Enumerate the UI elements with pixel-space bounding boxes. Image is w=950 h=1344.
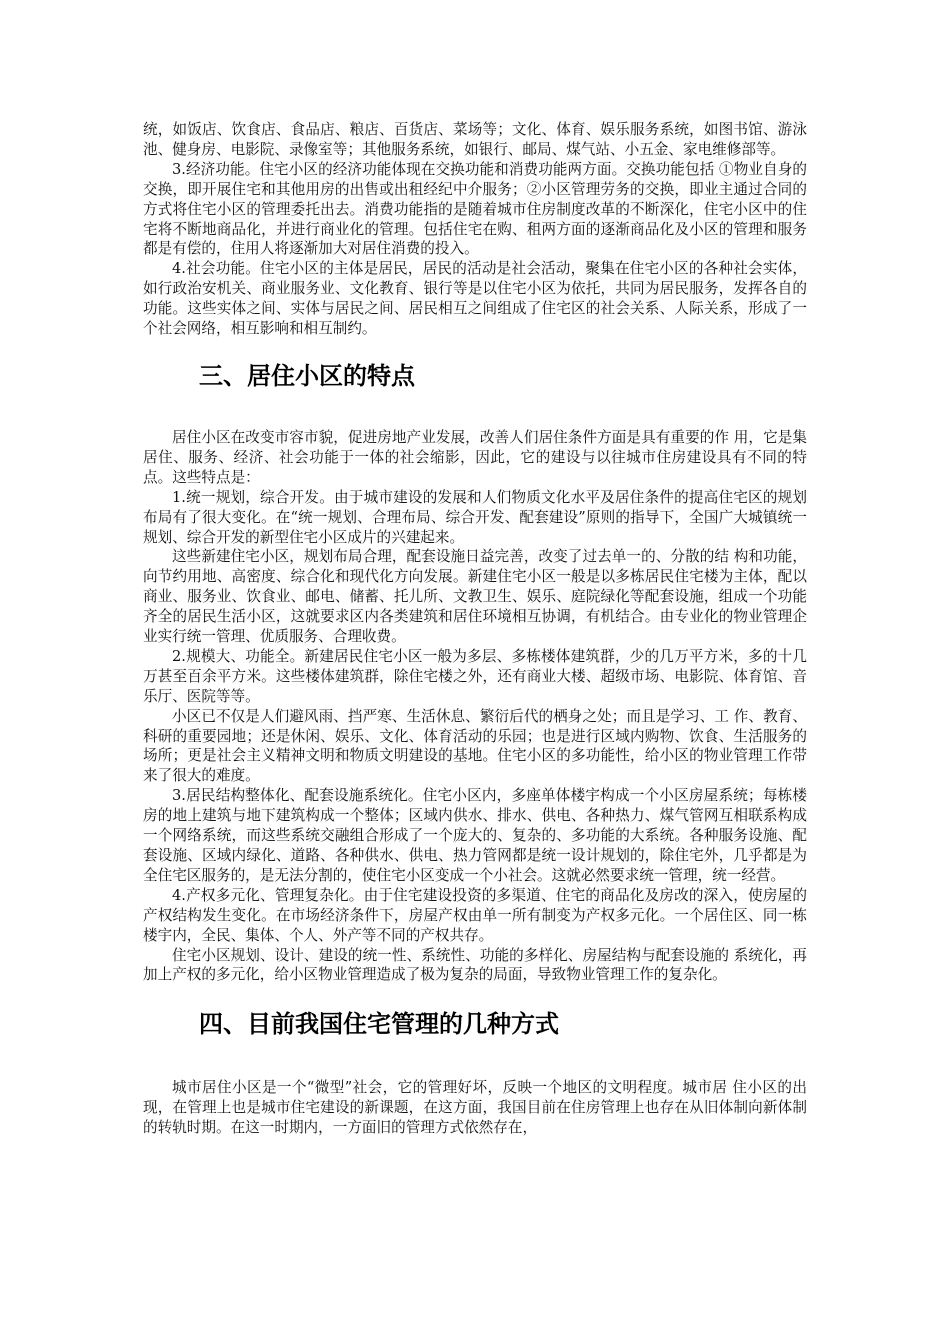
paragraph-s3-item-1-detail: 这些新建住宅小区，规划布局合理，配套设施日益完善，改变了过去单一的、分散的结 构和功能，向节约用地、高密度、综合化和现代化方向发展。新建住宅小区一般是以多栋居民住宅楼为主体，配以商业、服务业、饮食业、邮电、储蓄、托儿所、文教卫生、娱乐、庭院绿化等配套设施，组成一个功能齐全的居民生活小区，这就要求区内各类建筑和居住环境相互协调，有机结合。由专业化的物业管理企业实行统一管理、优质服务、合理收费。 bbox=[143, 548, 807, 646]
paragraph-s3-item-2-detail: 小区已不仅是人们避风雨、挡严寒、生活休息、繁衍后代的栖身之处；而且是学习、工 作、教育、科研的重要园地；还是休闲、娱乐、文化、体育活动的乐园；也是进行区域内购物、饮食、生活服务的场所；更是社会主义精神文明和物质文明建设的基地。住宅小区的多功能性，给小区的物业管理工作带来了很大的难度。 bbox=[143, 707, 807, 785]
paragraph-s3-intro: 居住小区在改变市容市貌，促进房地产业发展，改善人们居住条件方面是具有重要的作 用，它是集居住、服务、经济、社会功能于一体的社会缩影，因此，它的建设与以往城市住房建设具有不同的特点。这些特点是： bbox=[143, 428, 807, 486]
paragraph-s3-item-4: 4.产权多元化、管理复杂化。由于住宅建设投资的多渠道、住宅的商品化及房改的深入，使房屋的产权结构发生变化。在市场经济条件下，房屋产权由单一所有制变为产权多元化。一个居住区、同一栋楼宇内，全民、集体、个人、外产等不同的产权共存。 bbox=[143, 886, 807, 944]
document-body bbox=[143, 120, 807, 1138]
paragraph-social-function: 4.社会功能。住宅小区的主体是居民，居民的活动是社会活动，聚集在住宅小区的各种社会实体，如行政治安机关、商业服务业、文化教育、银行等是以住宅小区为依托，共同为居民服务，发挥各自的功能。这些实体之间、实体与居民之间、居民相互之间组成了住宅区的社会关系、人际关系，形成了一个社会网络，相互影响和相互制约。 bbox=[143, 260, 807, 338]
paragraph-economic-function: 3.经济功能。住宅小区的经济功能体现在交换功能和消费功能两方面。交换功能包括 ①物业自身的交换，即开展住宅和其他用房的出售或出租经纪中介服务；②小区管理劳务的交换，即业主通过合同的方式将住宅小区的管理委托出去。消费功能指的是随着城市住房制度改革的不断深化，住宅小区中的住宅将不断地商品化，并进行商业化的管理。包括住宅在购、租两方面的逐渐商品化及小区的管理和服务都是有偿的，住用人将逐渐加大对居住消费的投入。 bbox=[143, 160, 807, 258]
section-heading-3: 三、居住小区的特点 bbox=[199, 361, 415, 390]
paragraph-s3-conclusion: 住宅小区规划、设计、建设的统一性、系统性、功能的多样化、房屋结构与配套设施的 系统化，再加上产权的多元化，给小区物业管理造成了极为复杂的局面，导致物业管理工作的复杂化。 bbox=[143, 946, 807, 984]
paragraph-s3-item-3: 3.居民结构整体化、配套设施系统化。住宅小区内，多座单体楼宇构成一个小区房屋系统；每栋楼房的地上建筑与地下建筑构成一个整体；区域内供水、排水、供电、各种热力、煤气管网互相联系构成一个网络系统，而这些系统交融组合形成了一个庞大的、复杂的、多功能的大系统。各种服务设施、配套设施、区域内绿化、道路、各种供水、供电、热力管网都是统一设计规划的，除住宅外，几乎都是为全住宅区服务的，是无法分割的，使住宅小区变成一个小社会。这就必然要求统一管理，统一经营。 bbox=[143, 787, 807, 884]
paragraph-service-systems: 统，如饭店、饮食店、食品店、粮店、百货店、菜场等；文化、体育、娱乐服务系统，如图书馆、游泳池、健身房、电影院、录像室等；其他服务系统，如银行、邮局、煤气站、小五金、家电维修部等。 bbox=[143, 121, 807, 158]
section-heading-4: 四、目前我国住宅管理的几种方式 bbox=[199, 1010, 559, 1039]
paragraph-s3-item-1: 1.统一规划，综合开发。由于城市建设的发展和人们物质文化水平及居住条件的提高住宅区的规划布局有了很大变化。在“统一规划、合理布局、综合开发、配套建设”原则的指导下，全国广大城镇统一规划、综合开发的新型住宅小区成片的兴建起来。 bbox=[143, 488, 807, 546]
paragraph-s3-item-2: 2.规模大、功能全。新建居民住宅小区一般为多层、多栋楼体建筑群，少的几万平方米，多的十几万甚至百余平方米。这些楼体建筑群，除住宅楼之外，还有商业大楼、超级市场、电影院、体育馆、音乐厅、医院等等。 bbox=[143, 647, 807, 705]
paragraph-s4-intro: 城市居住小区是一个“微型”社会，它的管理好坏，反映一个地区的文明程度。城市居 住小区的出现，在管理上也是城市住宅建设的新课题，在这方面，我国目前在住房管理上也存在从旧体制向新体制的转轨时期。在这一时期内，一方面旧的管理方式依然存在， bbox=[143, 1079, 807, 1137]
